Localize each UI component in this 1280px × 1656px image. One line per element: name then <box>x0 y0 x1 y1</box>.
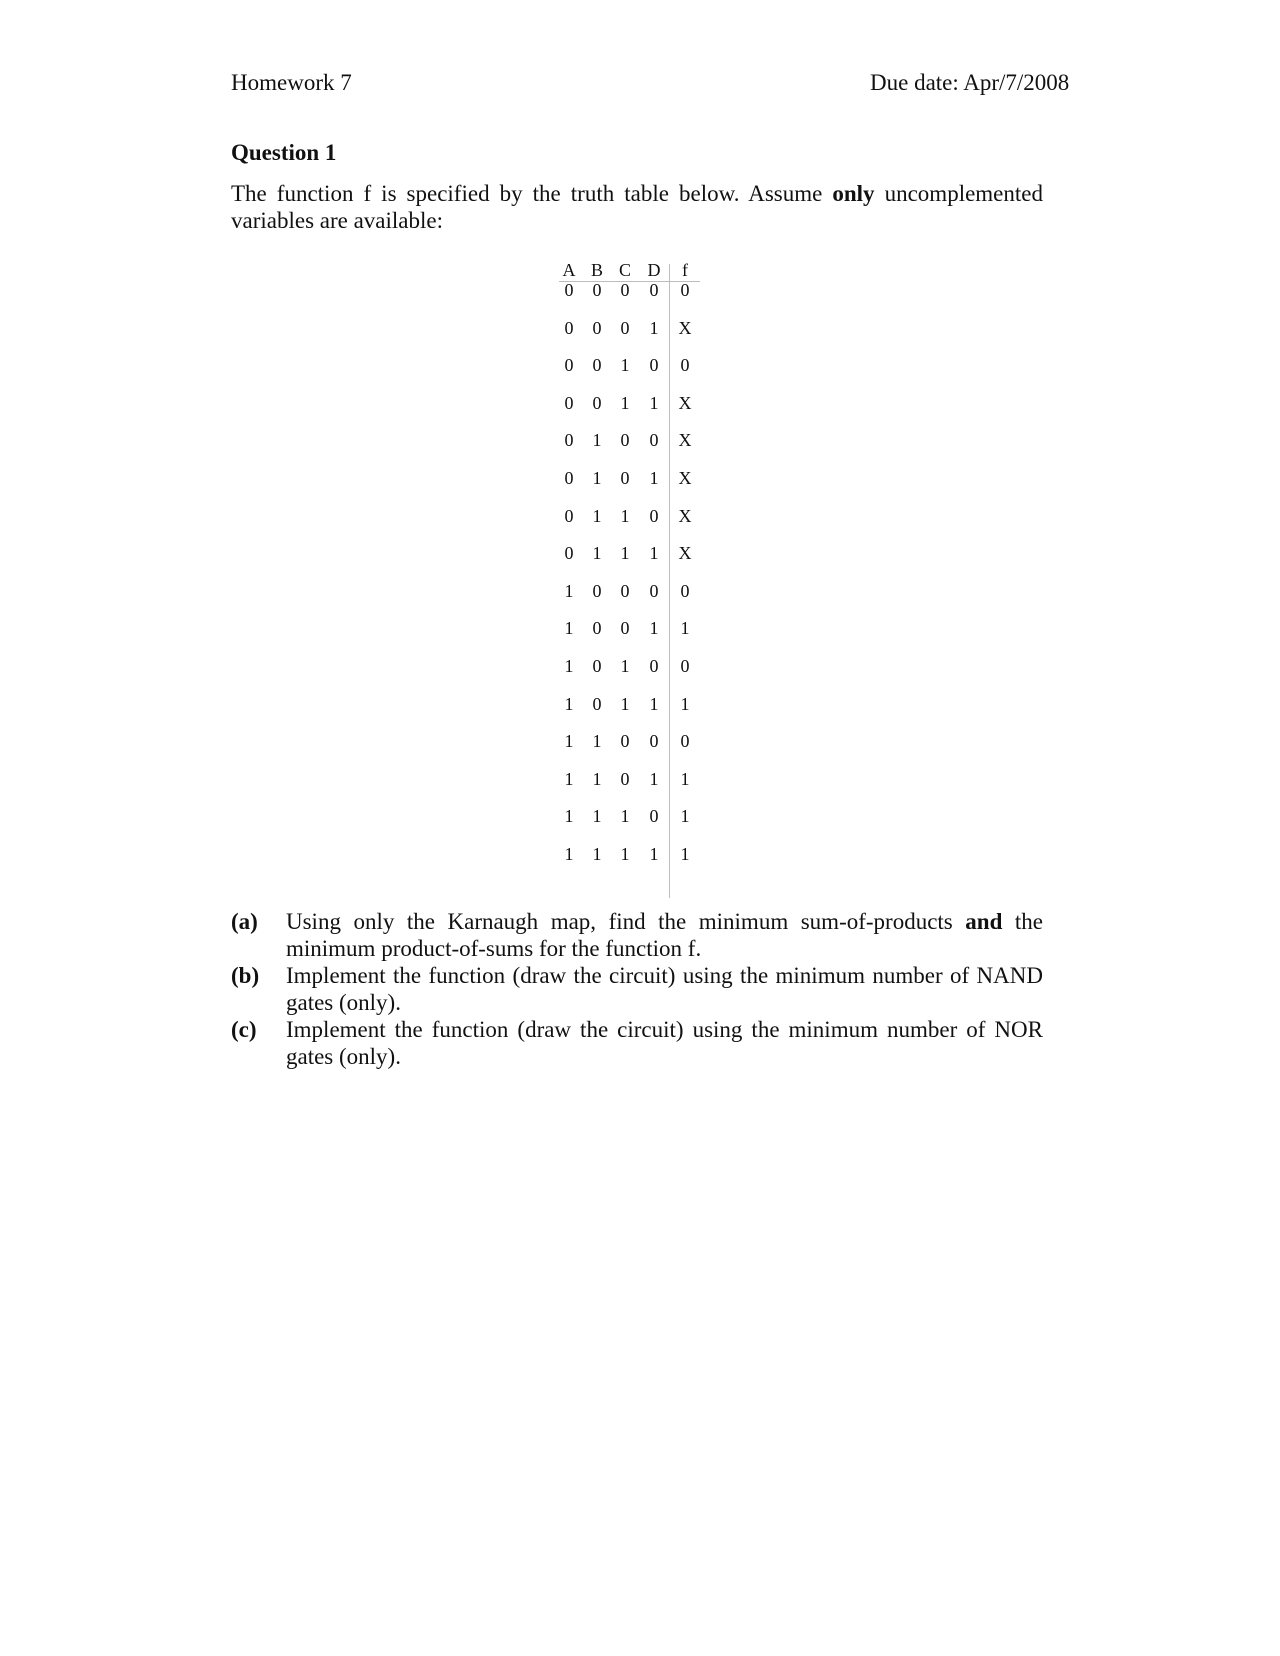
truth-table-cell: 1 <box>620 844 630 864</box>
truth-table-cell: 0 <box>592 355 602 376</box>
truth-table-cell: 1 <box>620 806 630 827</box>
truth-table-cell: 1 <box>680 693 690 714</box>
truth-table-cell: 1 <box>592 543 602 564</box>
truth-table-cell: X <box>678 317 692 338</box>
truth-table-cell: 1 <box>620 543 630 564</box>
truth-table-header-cell: C <box>618 260 631 280</box>
truth-table-row <box>555 466 700 490</box>
truth-table-cell: 1 <box>564 580 574 601</box>
truth-table-cell: 1 <box>649 317 659 338</box>
part-a-text-end: the minimum product-of-sums for the function f. <box>286 909 1043 961</box>
truth-table-cell: 0 <box>649 355 659 376</box>
truth-table-cell: 1 <box>592 768 602 789</box>
truth-table-row <box>555 616 700 640</box>
truth-table-cell: 0 <box>649 280 659 300</box>
truth-table-cell: 1 <box>564 656 574 676</box>
truth-table-cell: 0 <box>620 580 630 601</box>
part-a-text-start: Using only the Karnaugh map, find the minimum sum-of-products <box>286 909 966 934</box>
truth-table-cell: 1 <box>564 768 574 789</box>
truth-table-row <box>555 278 700 302</box>
truth-table-cell: 1 <box>680 806 690 827</box>
part-a-emphasis: and <box>965 909 1003 934</box>
truth-table-cell: 0 <box>620 731 630 752</box>
truth-table-cell: 0 <box>649 430 659 451</box>
truth-table-row <box>555 541 700 565</box>
truth-table-cell: 0 <box>592 317 602 338</box>
truth-table-header-cell: A <box>562 260 576 280</box>
truth-table-cell: 0 <box>680 355 690 376</box>
truth-table-cell: 0 <box>564 505 574 526</box>
truth-table-cell: 0 <box>564 355 574 376</box>
truth-table-cell: 0 <box>649 731 659 752</box>
part-a <box>231 908 1043 962</box>
truth-table-cell: 1 <box>564 844 574 864</box>
truth-table-cell: 0 <box>564 280 574 300</box>
truth-table-cell: 0 <box>680 580 690 601</box>
intro-text-end: uncomplemented variables are available: <box>231 181 1043 233</box>
truth-table-cell: 1 <box>592 430 602 451</box>
truth-table-cell: 1 <box>680 844 690 864</box>
truth-table-row <box>555 391 700 415</box>
truth-table-cell: 0 <box>620 618 630 639</box>
truth-table-cell: X <box>678 430 692 451</box>
truth-table-row <box>555 804 700 828</box>
question-parts <box>231 908 1043 1070</box>
truth-table-cell: 0 <box>620 317 630 338</box>
intro-emphasis: only <box>832 181 875 206</box>
truth-table-cell: 1 <box>620 355 630 376</box>
due-date: Due date: Apr/7/2008 <box>870 70 1070 95</box>
truth-table-cell: 0 <box>592 392 602 413</box>
truth-table-cell: 0 <box>564 317 574 338</box>
truth-table-cell: 0 <box>620 468 630 488</box>
intro-text-start: The function f is specified by the truth table below. Assume <box>231 181 833 206</box>
part-c <box>231 1016 1043 1070</box>
truth-table-cell: 1 <box>649 693 659 714</box>
truth-table-cell: X <box>678 392 692 413</box>
truth-table-cell: 0 <box>592 656 602 676</box>
question-title: Question 1 <box>231 140 337 165</box>
truth-table-header-cell: f <box>682 260 688 280</box>
truth-table-cell: 1 <box>592 806 602 827</box>
truth-table-cell: 1 <box>649 543 659 564</box>
truth-table-cell: 0 <box>620 430 630 451</box>
truth-table-row <box>555 842 700 866</box>
truth-table-row <box>555 729 700 753</box>
truth-table-cell: 1 <box>620 693 630 714</box>
part-c-text: Implement the function (draw the circuit) using the minimum number of NOR gates (only). <box>286 1017 1043 1069</box>
question-intro <box>231 180 1043 234</box>
truth-table-row <box>555 428 700 452</box>
truth-table-cell: 1 <box>592 505 602 526</box>
truth-table-cell: 1 <box>592 731 602 752</box>
truth-table-cell: 0 <box>649 505 659 526</box>
part-c-label: (c) <box>231 1017 257 1042</box>
truth-table-row <box>555 654 700 678</box>
part-b-label: (b) <box>231 963 260 988</box>
truth-table-cell: 0 <box>592 618 602 639</box>
truth-table-cell: 1 <box>620 392 630 413</box>
truth-table-cell: 0 <box>649 656 659 676</box>
truth-table-cell: 0 <box>592 280 602 300</box>
truth-table-cell: 0 <box>564 468 574 488</box>
truth-table-cell: 1 <box>680 618 690 639</box>
part-b <box>231 962 1043 1016</box>
truth-table-cell: 0 <box>620 768 630 789</box>
truth-table-cell: 1 <box>620 505 630 526</box>
truth-table-cell: 1 <box>649 844 659 864</box>
truth-table-row <box>555 579 700 603</box>
truth-table-cell: 1 <box>649 618 659 639</box>
truth-table-row <box>555 316 700 340</box>
truth-table-cell: 1 <box>564 618 574 639</box>
truth-table-cell: 0 <box>592 693 602 714</box>
truth-table-cell: 0 <box>564 543 574 564</box>
truth-table-cell: X <box>678 468 692 488</box>
truth-table-header-cell: B <box>590 260 603 280</box>
truth-table-cell: 1 <box>564 806 574 827</box>
part-a-label: (a) <box>231 909 258 934</box>
truth-table-cell: 1 <box>592 844 602 864</box>
truth-table-row <box>555 692 700 716</box>
truth-table-cell: 1 <box>649 468 659 488</box>
truth-table-cell: 0 <box>649 806 659 827</box>
truth-table-cell: 0 <box>680 731 690 752</box>
truth-table-row <box>555 504 700 528</box>
truth-table-cell: 1 <box>620 656 630 676</box>
truth-table-header-cell: D <box>647 260 661 280</box>
homework-title: Homework 7 <box>231 70 352 95</box>
truth-table-cell: 1 <box>564 731 574 752</box>
truth-table-cell: 0 <box>592 580 602 601</box>
truth-table-cell: X <box>678 543 692 564</box>
truth-table-cell: 1 <box>592 468 602 488</box>
truth-table-cell: 0 <box>649 580 659 601</box>
truth-table-row <box>555 353 700 377</box>
truth-table-cell: 0 <box>564 430 574 451</box>
truth-table-cell: 1 <box>649 768 659 789</box>
truth-table-cell: 0 <box>620 280 630 300</box>
truth-table-row <box>555 767 700 791</box>
truth-table-cell: 0 <box>564 392 574 413</box>
part-b-text: Implement the function (draw the circuit) using the minimum number of NAND gates (only). <box>286 963 1043 1015</box>
truth-table-cell: X <box>678 505 692 526</box>
truth-table-cell: 0 <box>680 656 690 676</box>
truth-table-cell: 1 <box>649 392 659 413</box>
truth-table-cell: 1 <box>564 693 574 714</box>
truth-table <box>555 258 700 898</box>
truth-table-cell: 0 <box>680 280 690 300</box>
truth-table-cell: 1 <box>680 768 690 789</box>
